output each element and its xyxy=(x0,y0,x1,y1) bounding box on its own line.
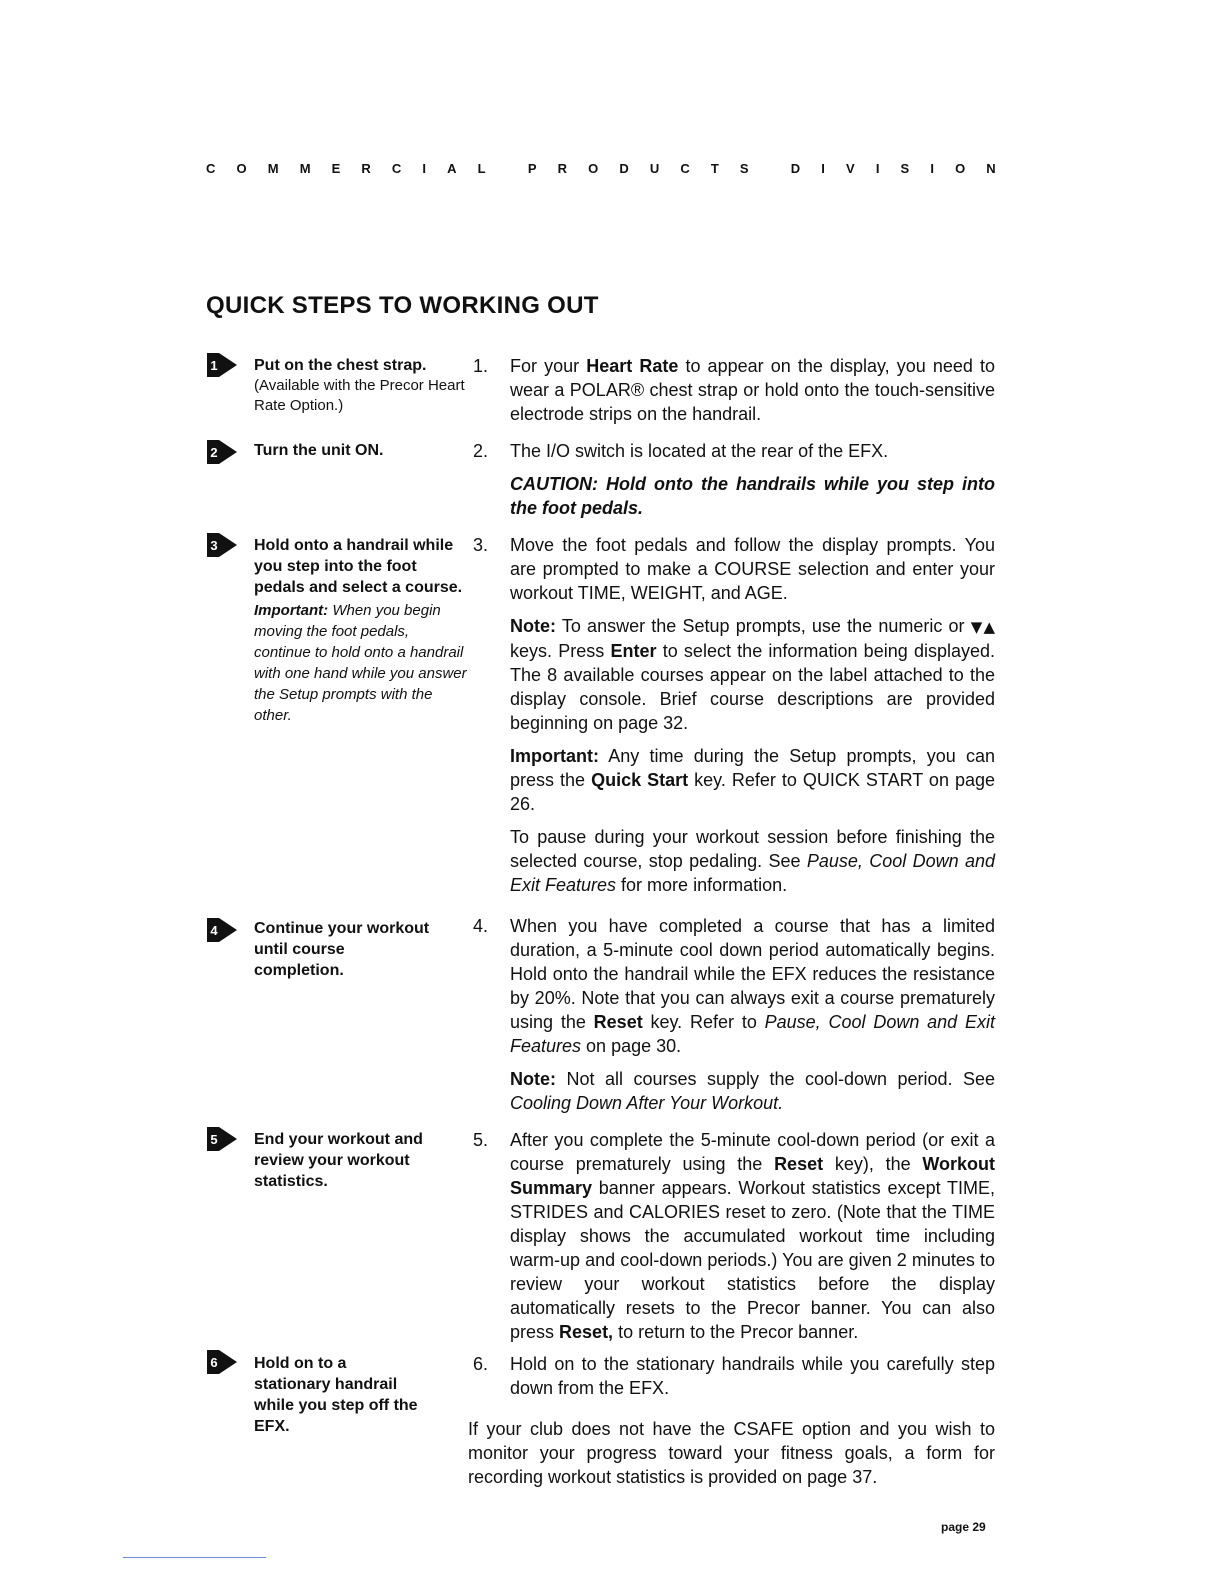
division-letter: C xyxy=(680,161,690,176)
key-name: Quick Start xyxy=(591,770,689,790)
divider xyxy=(123,1557,266,1558)
step-6-summary xyxy=(254,1353,424,1437)
page-title: QUICK STEPS TO WORKING OUT xyxy=(206,292,599,319)
division-letter: A xyxy=(447,161,457,176)
key-name: Enter xyxy=(610,641,657,661)
division-letter: L xyxy=(477,161,486,176)
step-badge-number: 3 xyxy=(210,538,218,553)
text-run: To pause during your workout session before finishing the selected course, stop pedaling. See xyxy=(510,827,995,871)
division-letter: S xyxy=(739,161,749,176)
step-badge-number: 1 xyxy=(210,358,218,373)
step-badge-number: 6 xyxy=(210,1355,218,1370)
division-letter: O xyxy=(588,161,599,176)
step-summary-title: Hold on to a stationary handrail while you step off the EFX. xyxy=(254,1355,418,1435)
step-5-text xyxy=(510,1128,995,1344)
text-bold: Workout Summary xyxy=(510,1154,995,1198)
text-italic: Pause, Cool Down and Exit Features xyxy=(510,851,995,895)
step-2-text xyxy=(510,439,995,520)
text-run: to return to the Precor banner. xyxy=(613,1322,859,1342)
step-number: 5. xyxy=(473,1130,489,1150)
step-number: 4. xyxy=(473,916,489,936)
note-label: Note: xyxy=(510,616,556,636)
important-label: Important: xyxy=(510,746,599,766)
step-1-text xyxy=(510,354,995,426)
text-italic: Pause, Cool Down and Exit Features xyxy=(510,1012,995,1056)
step-3-badge-icon xyxy=(207,533,237,557)
step-5-badge-icon xyxy=(207,1127,237,1151)
division-letter: P xyxy=(527,161,537,176)
text-run: on page 30. xyxy=(581,1036,682,1056)
division-letter: D xyxy=(790,161,801,176)
step-badge-number: 5 xyxy=(210,1132,218,1147)
step-summary-note: (Available with the Precor Heart Rate Option.) xyxy=(254,377,465,414)
step-badge-number: 2 xyxy=(210,445,218,460)
arrow-keys-icon: ▼▲ xyxy=(970,618,995,636)
text-run: key. Refer to xyxy=(642,1012,765,1032)
text-bold: Heart Rate xyxy=(586,356,679,376)
note-paragraph xyxy=(510,1067,995,1115)
step-summary-title: Put on the chest strap. xyxy=(254,357,427,374)
important-text: When you begin moving the foot pedals, continue to hold onto a handrail with one hand while you answer the Setup prompts with the other. xyxy=(254,602,467,724)
page-number: page 29 xyxy=(941,1520,986,1534)
text-run: to select the information being displayed. The 8 available courses appear on the label attached to the display console. Brief course descriptions are provided beginning on page 32. xyxy=(510,641,995,733)
closing-paragraph: If your club does not have the CSAFE option and you wish to monitor your progress toward your fitness goals, a form for recording workout statistics is provided on page 37. xyxy=(468,1419,995,1487)
note-label: Note: xyxy=(510,1069,556,1089)
note-paragraph xyxy=(510,614,995,735)
division-letter: I xyxy=(821,161,825,176)
step-number: 6. xyxy=(473,1354,489,1374)
step-number: 1. xyxy=(473,356,489,376)
step-5-summary xyxy=(254,1129,454,1192)
division-letter: I xyxy=(875,161,880,176)
division-letter: I xyxy=(930,161,934,176)
key-name: Reset xyxy=(774,1154,824,1174)
division-letter: C xyxy=(391,161,402,176)
text-italic: Cooling Down After Your Workout. xyxy=(510,1093,784,1113)
text-run: To answer the Setup prompts, use the numeric or xyxy=(556,616,971,636)
step-badge-number: 4 xyxy=(210,923,218,938)
step-number: 2. xyxy=(473,441,489,461)
division-letter: U xyxy=(649,161,660,176)
pause-paragraph xyxy=(510,825,995,897)
text-run: keys. Press xyxy=(510,641,611,661)
important-label: Important: xyxy=(254,602,329,619)
text-paragraph xyxy=(510,914,995,1058)
step-summary-important xyxy=(254,600,469,726)
division-letter: M xyxy=(267,161,279,176)
division-header xyxy=(206,161,996,176)
text-run: For your xyxy=(510,356,587,376)
step-1-badge-icon xyxy=(207,353,237,377)
division-letter: E xyxy=(331,161,341,176)
division-letter: C xyxy=(206,161,216,176)
division-letter: O xyxy=(236,161,247,176)
division-letter: T xyxy=(710,161,719,176)
important-paragraph xyxy=(510,744,995,816)
step-1-summary xyxy=(254,355,469,416)
text-run: to appear on the display, you need to wear a POLAR® chest strap or hold onto the touch-sensitive electrode strips on the handrail. xyxy=(510,356,995,424)
division-letter: I xyxy=(422,161,427,176)
division-letter: D xyxy=(619,161,629,176)
division-letter: N xyxy=(986,161,996,176)
key-name: Reset xyxy=(593,1012,643,1032)
division-letter: R xyxy=(557,161,567,176)
caution-text: CAUTION: Hold onto the handrails while you step into the foot pedals. xyxy=(510,474,995,518)
text-run: After you complete the 5-minute cool-down period (or exit a course prematurely using the xyxy=(510,1130,995,1174)
step-3-summary xyxy=(254,535,469,726)
text-run: key. Refer to QUICK START on page 26. xyxy=(510,770,996,814)
text-run: When you have completed a course that has a limited duration, a 5-minute cool down period automatically begins. Hold onto the handrail while the EFX reduces the resistance by 20%. Note that you can always exit a course prematurely using the xyxy=(510,916,995,1032)
step-3-text xyxy=(510,533,995,897)
step-2-badge-icon xyxy=(207,440,237,464)
step-summary-title: End your workout and review your workout statistics. xyxy=(254,1131,423,1190)
step-summary-title: Turn the unit ON. xyxy=(254,442,384,459)
text-run: key), the xyxy=(823,1154,923,1174)
division-letter: S xyxy=(900,161,910,176)
step-4-summary xyxy=(254,918,434,981)
division-letter: O xyxy=(955,161,966,176)
step-summary-title: Continue your workout until course completion. xyxy=(254,920,430,979)
step-4-text xyxy=(510,914,995,1115)
step-6-text: Hold on to the stationary handrails while you carefully step down from the EFX. xyxy=(510,1354,995,1398)
step-4-badge-icon xyxy=(207,918,237,942)
division-letter: R xyxy=(361,161,371,176)
division-letter: M xyxy=(299,161,311,176)
text-run: Not all courses supply the cool-down period. See xyxy=(556,1069,995,1089)
text-paragraph: The I/O switch is located at the rear of the EFX. xyxy=(510,441,889,461)
key-name: Reset, xyxy=(559,1322,614,1342)
division-letter: V xyxy=(846,161,855,176)
text-run: Any time during the Setup prompts, you can press the xyxy=(510,746,995,790)
step-summary-title: Hold onto a handrail while you step into the foot pedals and select a course. xyxy=(254,537,463,596)
text-run: for more information. xyxy=(616,875,788,895)
step-2-summary xyxy=(254,440,469,461)
step-number: 3. xyxy=(473,535,489,555)
text-paragraph: Move the foot pedals and follow the display prompts. You are prompted to make a COURSE selection and enter your workout TIME, WEIGHT, and AGE. xyxy=(510,535,995,603)
text-run: banner appears. Workout statistics except TIME, STRIDES and CALORIES reset to zero. (Note that the TIME display shows the accumulated workout time including warm-up and cool-down periods.) You are given 2 minutes to review your workout statistics before the display automatically resets to the Precor banner. You can also press xyxy=(510,1178,995,1342)
step-6-badge-icon xyxy=(207,1350,237,1374)
